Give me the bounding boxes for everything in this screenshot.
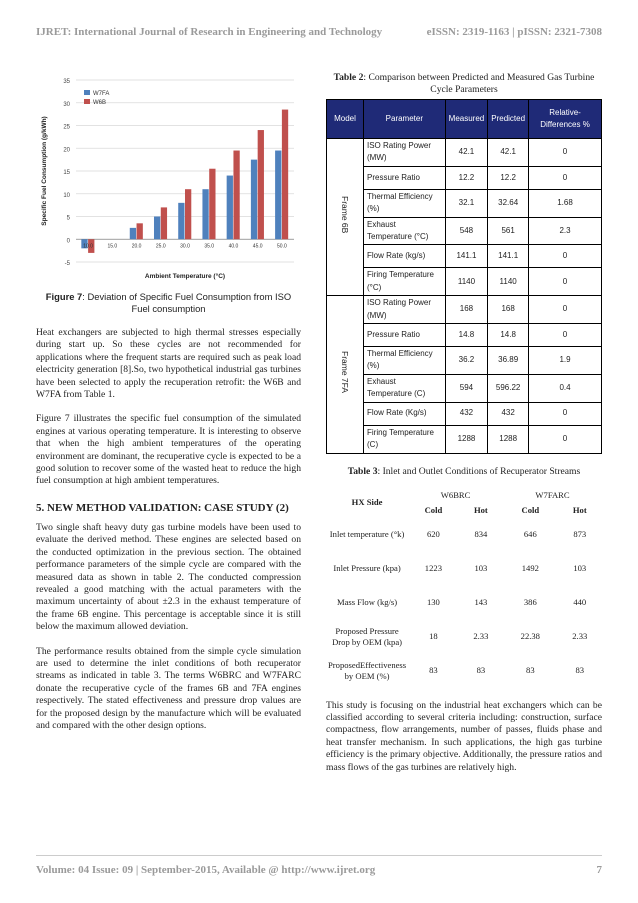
figure-7-chart [36, 72, 301, 287]
y-tick-label: -5 [64, 261, 70, 267]
x-tick-label: 45.0 [252, 243, 263, 250]
table-cell: 141.1 [445, 245, 488, 268]
table-cell: 0 [529, 166, 602, 189]
right-column [326, 72, 602, 786]
table-cell: 36.89 [488, 347, 529, 375]
table-cell: 1492 [521, 563, 539, 573]
y-tick-label: 30 [63, 101, 70, 108]
table-cell: 1140 [488, 268, 529, 296]
table-header: Predicted [488, 100, 529, 139]
x-tick-label: 40.0 [228, 243, 239, 250]
table-row [327, 245, 602, 268]
paragraph: Heat exchangers are subjected to high thermal stresses especially during start up. So these cycles are not recommended for applications where the frequent starts are required such as peak load electricity generation [8].So, two hypothetical industrial gas turbines have been selected to apply the recuperation retrofit: the W6B and W7FA from Table 1. [36, 327, 301, 401]
table-cell: 1.68 [529, 189, 602, 217]
table-cell: Exhaust Temperature (C) [364, 374, 446, 402]
table-cell: 1288 [445, 425, 488, 453]
table-header: Measured [445, 100, 488, 139]
table-cell: Exhaust Temperature (°C) [364, 217, 446, 245]
legend-swatch [84, 90, 90, 95]
table-cell: 0 [529, 296, 602, 324]
x-tick-label: 10.0 [83, 243, 93, 250]
table-cell: 0 [529, 402, 602, 425]
table-3-caption [326, 466, 602, 478]
bar [258, 130, 264, 239]
page-number: 7 [596, 864, 602, 876]
table-cell: 440 [573, 597, 587, 607]
table-cell: 18 [429, 631, 438, 641]
table-cell: Thermal Efficiency (%) [364, 347, 446, 375]
paragraph: This study is focusing on the industrial heat exchangers which can be classified according to several criteria including: construction, surface compactness, flow arrangements, number of passes, fluids phase and heat transfer mechanism. In such applications, the high gas turbine efficiency is the primary objective. Additionally, the pressure ratios and mass flows of the gas turbines are relatively high. [326, 699, 602, 773]
table-cell: Inlet temperature (°k) [329, 529, 405, 539]
table-cell: 32.1 [445, 189, 488, 217]
bar [154, 217, 160, 240]
figure-caption-text: : Deviation of Specific Fuel Consumption from ISO Fuel consumption [82, 291, 292, 314]
table-row [327, 166, 602, 189]
table-cell: 42.1 [488, 139, 529, 167]
table-cell: 386 [523, 597, 537, 607]
bar [137, 223, 143, 239]
y-tick-label: 15 [63, 170, 70, 176]
table-row [327, 324, 602, 347]
table-header: Hot [572, 504, 587, 515]
table-3-caption-text: : Inlet and Outlet Conditions of Recuperator Streams [377, 465, 581, 477]
bar [209, 169, 215, 240]
table-cell: 548 [445, 217, 488, 245]
model-cell [327, 139, 364, 296]
table-cell: Inlet Pressure (kpa) [333, 563, 401, 573]
table-cell: 83 [429, 665, 438, 675]
table-cell: 2.3 [529, 217, 602, 245]
x-tick-label: 20.0 [131, 243, 142, 250]
table-2-label: Table 2 [333, 72, 364, 83]
table-row [326, 654, 602, 688]
table-row [326, 586, 602, 620]
table-cell: Flow Rate (kg/s) [364, 245, 446, 268]
table-cell: 42.1 [445, 139, 488, 167]
table-row [327, 402, 602, 425]
paragraph: Two single shaft heavy duty gas turbine models have been used to evaluate the derived method. These engines are selected based on the conducted optimization in the previous section. The obtained performance parameters of the simple cycle are compared with the measured data as shown in table 2. The conducted compression revealed a good matching with the actual parameters with the maximum uncertainty of about ±2.3 in the exhaust temperature of the frame 6B engine. This percentage is acceptable since it is still below the maximum allowed deviation. [36, 521, 301, 633]
bar [185, 189, 191, 239]
table-header: Hot [473, 504, 488, 515]
table-row [327, 139, 602, 167]
table-header: Cold [521, 504, 540, 515]
table-row [327, 268, 602, 296]
table-cell: 168 [488, 296, 529, 324]
model-label: Frame 6B [340, 196, 351, 234]
table-cell: ProposedEffectiveness by OEM (%) [328, 659, 407, 681]
table-header: Relative-Differences % [529, 100, 602, 139]
x-tick-label: 30.0 [180, 243, 190, 250]
table-cell: 83 [526, 665, 535, 675]
x-tick-label: 35.0 [204, 243, 215, 250]
x-tick-label: 15.0 [107, 243, 118, 250]
x-axis-label: Ambient Temperature (°C) [144, 273, 226, 280]
table-cell: 14.8 [445, 324, 488, 347]
table-cell: 834 [474, 529, 488, 539]
table-cell: 83 [575, 665, 585, 675]
x-tick-label: 50.0 [277, 243, 287, 250]
table-cell: 596.22 [488, 374, 529, 402]
table-cell: 1223 [424, 563, 442, 573]
table-cell: 432 [488, 402, 529, 425]
table-cell: 0 [529, 425, 602, 453]
table-3 [326, 488, 602, 688]
model-cell [327, 296, 364, 453]
table-cell: 0 [529, 268, 602, 296]
footer-text [36, 864, 375, 876]
bar [161, 207, 167, 239]
table-cell: 646 [523, 529, 537, 539]
issn-info: eISSN: 2319-1163 | pISSN: 2321-7308 [426, 26, 602, 38]
bar [282, 110, 288, 240]
x-tick-label: 25.0 [155, 243, 166, 250]
table-header: Parameter [364, 100, 446, 139]
bar [227, 176, 233, 240]
table-cell: 12.2 [445, 166, 488, 189]
table-row [327, 347, 602, 375]
paragraph: The performance results obtained from the simple cycle simulation are used to determine the inlet conditions of both recuperator streams as indicated in table 3. The terms W6BRC and W7FARC donate the recuperative cycle of the frames 6B and 7FA engines respectively. The stated effectiveness and pressure drop values are for the proposed design by the manufacture which will be evaluated and compared with the other design options. [36, 645, 301, 731]
section-heading: 5. NEW METHOD VALIDATION: CASE STUDY (2) [36, 501, 289, 514]
legend-swatch [84, 99, 90, 104]
table-cell: 1140 [445, 268, 488, 296]
table-cell: 2.33 [572, 631, 588, 641]
table-cell: 1288 [488, 425, 529, 453]
table-cell: 130 [426, 597, 440, 607]
bar [202, 189, 208, 239]
journal-name: IJRET: International Journal of Research in Engineering and Technology [36, 26, 383, 38]
bar [251, 160, 257, 240]
table-cell: 1.9 [529, 347, 602, 375]
table-cell: Firing Temperature (C) [364, 425, 446, 453]
table-cell: 143 [474, 597, 488, 607]
figure-label: Figure 7 [45, 291, 83, 302]
table-cell: 594 [445, 374, 488, 402]
y-tick-label: 5 [66, 215, 70, 222]
legend-label: W7FA [93, 91, 110, 97]
y-tick-label: 25 [63, 124, 70, 131]
table-cell: 103 [474, 563, 488, 573]
table-cell: 32.64 [488, 189, 529, 217]
table-row [327, 217, 602, 245]
paragraph: Figure 7 illustrates the specific fuel consumption of the simulated engines at various operating temperature. It is interesting to observe that when the high ambient temperatures of the operating environment are dominant, the recuperative cycle is expected to be a good solution to recover some of the wasted heat to reduce the high fuel consumption at high ambient temperatures. [36, 413, 301, 487]
table-cell: Pressure Ratio [364, 166, 446, 189]
bar [233, 151, 239, 240]
table-cell: 141.1 [488, 245, 529, 268]
legend-label: W6B [93, 100, 107, 106]
table-row [326, 620, 602, 654]
bar [178, 203, 184, 239]
table-cell: 432 [445, 402, 488, 425]
bar-chart-svg [36, 72, 301, 287]
table-cell: 2.33 [473, 631, 489, 641]
table-header: W6BRC [440, 489, 471, 500]
y-axis-label: Specific Fuel Consumption (g/kWh) [41, 116, 48, 226]
journal-link[interactable]: http://www.ijret.org [281, 864, 376, 876]
table-header: Model [327, 100, 364, 139]
table-cell: 0 [529, 245, 602, 268]
figure-caption [36, 291, 301, 315]
table-row [326, 552, 602, 586]
table-header: W7FARC [535, 489, 570, 500]
table-cell: 873 [573, 529, 587, 539]
table-cell: Proposed Pressure Drop by OEM (kpa) [332, 625, 403, 647]
table-cell: Pressure Ratio [364, 324, 446, 347]
table-cell: 0.4 [529, 374, 602, 402]
table-2 [326, 99, 602, 454]
table-cell: 0 [529, 139, 602, 167]
table-cell: ISO Rating Power (MW) [364, 139, 446, 167]
table-cell: 22.38 [520, 631, 540, 641]
table-2-caption-text: : Comparison between Predicted and Measured Gas Turbine Cycle Parameters [363, 72, 595, 95]
table-cell: 0 [529, 324, 602, 347]
table-row [326, 518, 602, 552]
table-row [327, 296, 602, 324]
table-cell: 103 [573, 563, 587, 573]
table-cell: 14.8 [488, 324, 529, 347]
table-cell: 620 [426, 529, 440, 539]
table-row [327, 425, 602, 453]
footer-volume: Volume: 04 Issue: 09 | September-2015, Available @ [36, 864, 282, 876]
table-cell: Flow Rate (Kg/s) [364, 402, 446, 425]
table-cell: 168 [445, 296, 488, 324]
left-column [36, 72, 301, 744]
page-header [36, 26, 602, 38]
table-2-caption [326, 72, 602, 96]
y-tick-label: 10 [63, 192, 70, 199]
table-cell: 561 [488, 217, 529, 245]
model-label: Frame 7FA [340, 351, 351, 394]
table-cell: 12.2 [488, 166, 529, 189]
table-header: HX Side [351, 497, 383, 507]
y-tick-label: 0 [66, 238, 70, 245]
table-cell: ISO Rating Power (MW) [364, 296, 446, 324]
bar [275, 151, 281, 240]
bar [130, 228, 136, 239]
page-footer [36, 855, 602, 876]
table-cell: Firing Temperature (°C) [364, 268, 446, 296]
table-header: Cold [424, 504, 443, 515]
table-cell: 83 [476, 665, 486, 675]
table-3-label: Table 3 [347, 465, 378, 477]
table-cell: Thermal Efficiency (%) [364, 189, 446, 217]
y-tick-label: 35 [63, 79, 70, 85]
table-row [327, 374, 602, 402]
table-cell: 36.2 [445, 347, 488, 375]
table-row [327, 189, 602, 217]
y-tick-label: 20 [63, 147, 70, 154]
table-cell: Mass Flow (kg/s) [336, 597, 398, 607]
